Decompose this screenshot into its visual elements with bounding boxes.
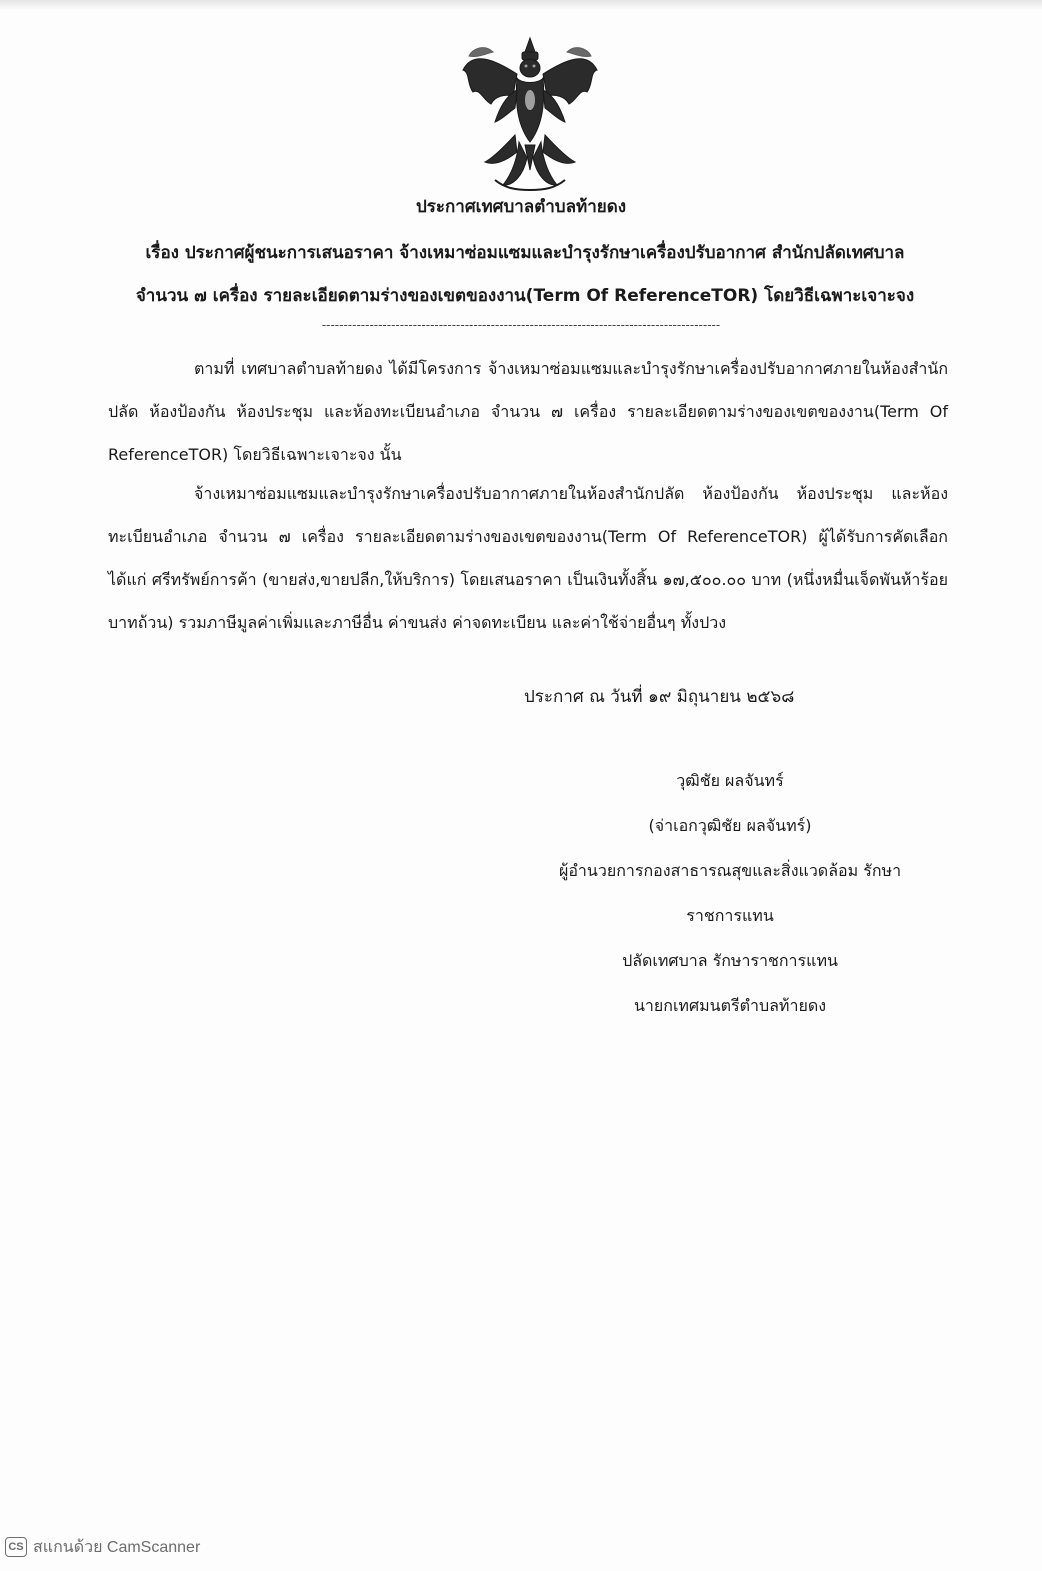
signer-position-3: ปลัดเทศบาล รักษาราชการแทน: [622, 951, 838, 970]
scan-edge: [0, 0, 1042, 10]
camscanner-icon: CS: [5, 1537, 27, 1557]
signer-name: วุฒิชัย ผลจันทร์: [676, 771, 784, 790]
document-subject: [110, 232, 940, 318]
signer-position-1: ผู้อำนวยการกองสาธารณสุขและสิ่งแวดล้อม รักษา: [558, 861, 902, 880]
separator-line: --------------------------------------------------------------------------------------------: [321, 318, 721, 332]
subject-line-1: เรื่อง ประกาศผู้ชนะการเสนอราคา จ้างเหมาซ่อมแซมและบำรุงรักษาเครื่องปรับอากาศ สำนักปลัดเทศบาล: [145, 243, 905, 263]
signer-position-2: ราชการแทน: [686, 906, 774, 925]
signer-full-name: (จ่าเอกวุฒิชัย ผลจันทร์): [648, 816, 812, 835]
paragraph-2: จ้างเหมาซ่อมแซมและบำรุงรักษาเครื่องปรับอากาศภายในห้องสำนักปลัด ห้องป้องกัน ห้องประชุม และห้องทะเบียนอำเภอ จำนวน ๗ เครื่อง รายละเอียดตามร่างของเขตของงาน(Term Of ReferenceTOR) ผู้ได้รับการคัดเลือก ได้แก่ ศรีทรัพย์การค้า (ขายส่ง,ขายปลีก,ให้บริการ) โดยเสนอราคา เป็นเงินทั้งสิ้น ๑๗,๕๐๐.๐๐ บาท (หนึ่งหมื่นเจ็ดพันห้าร้อยบาทถ้วน) รวมภาษีมูลค่าเพิ่มและภาษีอื่น ค่าขนส่ง ค่าจดทะเบียน และค่าใช้จ่ายอื่นๆ ทั้งปวง: [108, 484, 948, 632]
garuda-emblem-icon: [455, 30, 605, 195]
signature-block: [540, 758, 920, 1028]
document-title: ประกาศเทศบาลตำบลท้ายดง: [415, 197, 627, 217]
camscanner-watermark: [5, 1535, 200, 1559]
camscanner-text: สแกนด้วย CamScanner: [33, 1538, 201, 1556]
signer-position-4: นายกเทศมนตรีตำบลท้ายดง: [633, 996, 827, 1015]
announcement-date: ประกาศ ณ วันที่ ๑๙ มิถุนายน ๒๕๖๘: [524, 687, 795, 707]
subject-line-2: จำนวน ๗ เครื่อง รายละเอียดตามร่างของเขตของงาน(Term Of ReferenceTOR) โดยวิธีเฉพาะเจาะจง: [135, 286, 915, 306]
paragraph-1: ตามที่ เทศบาลตำบลท้ายดง ได้มีโครงการ จ้างเหมาซ่อมแซมและบำรุงรักษาเครื่องปรับอากาศภายในห้องสำนักปลัด ห้องป้องกัน ห้องประชุม และห้องทะเบียนอำเภอ จำนวน ๗ เครื่อง รายละเอียดตามร่างของเขตของงาน(Term Of ReferenceTOR) โดยวิธีเฉพาะเจาะจง นั้น: [108, 359, 948, 464]
